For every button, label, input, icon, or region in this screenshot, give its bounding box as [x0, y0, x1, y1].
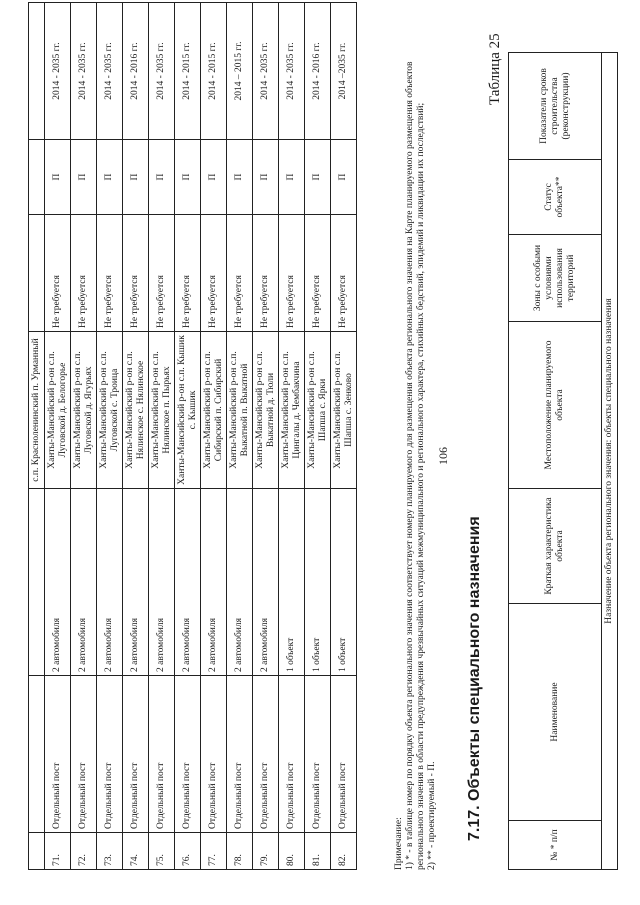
- table-label: Таблица 25: [487, 33, 503, 105]
- location-cell: Ханты-Мансийский р-он с.п. Шапша с. Зенково: [331, 332, 357, 489]
- table-row: [253, 3, 279, 870]
- dates-cell: 2014 – 2015 гг.: [227, 3, 253, 140]
- dates-cell: 2014 –2035 гг.: [331, 3, 357, 140]
- status-cell: П: [279, 140, 305, 215]
- status-cell: П: [149, 140, 175, 215]
- location-cell: Ханты-Мансийский р-он с.п. Шапша с. Ярки: [305, 332, 331, 489]
- num-cell: 75.: [149, 833, 175, 870]
- location-cell: Ханты-Мансийский р-он с.п. Луговской д. Ягурьях: [71, 332, 97, 489]
- dates-cell: 2014 - 2035 гг.: [149, 3, 175, 140]
- dates-cell: 2014 - 2035 гг.: [45, 3, 71, 140]
- num-cell: 74.: [123, 833, 149, 870]
- status-cell: П: [45, 140, 71, 215]
- characteristic-cell: 2 автомобиля: [45, 489, 71, 676]
- dates-cell: 2014 - 2035 гг.: [71, 3, 97, 140]
- section-title: 7.17. Объекты специального назначения: [466, 516, 483, 841]
- num-cell: 79.: [253, 833, 279, 870]
- status-cell: П: [97, 140, 123, 215]
- num-cell: 82.: [331, 833, 357, 870]
- dates-cell: 2014 - 2015 гг.: [175, 3, 201, 140]
- table-row: [123, 3, 149, 870]
- zone-cell: Не требуется: [253, 215, 279, 332]
- notes: [394, 15, 438, 870]
- subheader-cell: Назначение объекта регионального значения: объекты специального назначения: [602, 53, 618, 870]
- location-cell: Ханты-Мансийский р-он с.п. Луговской д. Белогорье: [45, 332, 71, 489]
- location-cell: с.п. Красноленинский п. Урманный: [29, 332, 45, 489]
- page-number: 106: [436, 447, 450, 465]
- notes-line-2: 2) ** - проектируемый - П.: [427, 761, 437, 870]
- num-cell: 81.: [305, 833, 331, 870]
- location-cell: Ханты-Мансийский р-он с.п. Нялинское п. Пырьях: [149, 332, 175, 489]
- num-cell: 77.: [201, 833, 227, 870]
- dates-cell: 2014 - 2016 гг.: [123, 3, 149, 140]
- num-cell: 71.: [45, 833, 71, 870]
- subheader-row: [602, 53, 618, 870]
- table-row: [201, 3, 227, 870]
- notes-heading: Примечание:: [394, 817, 404, 870]
- zone-cell: Не требуется: [71, 215, 97, 332]
- status-cell: П: [71, 140, 97, 215]
- header-dates: Показатели сроков строительства (реконструкции): [509, 53, 602, 160]
- header-row: [509, 53, 602, 870]
- zone-cell: Не требуется: [227, 215, 253, 332]
- notes-line-1: 1) * - в таблице номер по порядку объекта регионального значения соответствует номеру планируемого для размещения объекта регионального значения на Карте планируемого размещения объектов регионального значения в области предупреждения чрезвычайных ситуаций межмуниципального и регионального характера, стихийных бедствий, эпидемий и ликвидации их последствий;: [405, 61, 426, 870]
- objects-table: [28, 2, 357, 870]
- table-row: [97, 3, 123, 870]
- dates-cell: 2014 - 2015 гг.: [201, 3, 227, 140]
- num-cell: 80.: [279, 833, 305, 870]
- status-cell: П: [305, 140, 331, 215]
- name-cell: Отдельный пост: [71, 676, 97, 833]
- table-row: [331, 3, 357, 870]
- location-cell: Ханты-Мансийский р-он с.п. Нялинское с. Нялинское: [123, 332, 149, 489]
- characteristic-cell: 1 объект: [279, 489, 305, 676]
- header-location: Местоположение планируемого объекта: [509, 322, 602, 489]
- location-cell: Ханты-Мансийский р-он с.п. Луговской с. Троица: [97, 332, 123, 489]
- header-num: № * п/п: [509, 821, 602, 870]
- table-row: [29, 3, 45, 870]
- name-cell: Отдельный пост: [45, 676, 71, 833]
- table-row: [149, 3, 175, 870]
- table-row: [305, 3, 331, 870]
- characteristic-cell: 1 объект: [331, 489, 357, 676]
- name-cell: Отдельный пост: [175, 676, 201, 833]
- table-row: [175, 3, 201, 870]
- name-cell: Отдельный пост: [123, 676, 149, 833]
- location-cell: Ханты-Мансийский р-он с.п. Сибирский п. Сибирский: [201, 332, 227, 489]
- zone-cell: Не требуется: [97, 215, 123, 332]
- header-zone: Зоны с особыми условиями использования территорий: [509, 235, 602, 322]
- header-status: Статус объекта**: [509, 160, 602, 235]
- status-cell: П: [227, 140, 253, 215]
- name-cell: Отдельный пост: [253, 676, 279, 833]
- table-row: [45, 3, 71, 870]
- num-cell: 73.: [97, 833, 123, 870]
- characteristic-cell: 2 автомобиля: [97, 489, 123, 676]
- characteristic-cell: 2 автомобиля: [227, 489, 253, 676]
- header-name: Наименование: [509, 604, 602, 821]
- zone-cell: Не требуется: [123, 215, 149, 332]
- characteristic-cell: 2 автомобиля: [175, 489, 201, 676]
- location-cell: Ханты-Мансийский р-он с.п. Выкатной д. Тюли: [253, 332, 279, 489]
- zone-cell: Не требуется: [201, 215, 227, 332]
- table-row: [279, 3, 305, 870]
- name-cell: Отдельный пост: [227, 676, 253, 833]
- status-cell: П: [253, 140, 279, 215]
- name-cell: Отдельный пост: [201, 676, 227, 833]
- zone-cell: Не требуется: [305, 215, 331, 332]
- zone-cell: Не требуется: [45, 215, 71, 332]
- dates-cell: 2014 - 2035 гг.: [97, 3, 123, 140]
- num-cell: 72.: [71, 833, 97, 870]
- num-cell: 76.: [175, 833, 201, 870]
- dates-cell: 2014 - 2035 гг.: [253, 3, 279, 140]
- status-cell: П: [331, 140, 357, 215]
- zone-cell: Не требуется: [175, 215, 201, 332]
- zone-cell: Не требуется: [149, 215, 175, 332]
- characteristic-cell: 2 автомобиля: [149, 489, 175, 676]
- characteristic-cell: 2 автомобиля: [201, 489, 227, 676]
- characteristic-cell: 2 автомобиля: [253, 489, 279, 676]
- num-cell: 78.: [227, 833, 253, 870]
- table-row: [227, 3, 253, 870]
- header-characteristic: Краткая характеристика объекта: [509, 489, 602, 604]
- zone-cell: Не требуется: [279, 215, 305, 332]
- name-cell: Отдельный пост: [279, 676, 305, 833]
- zone-cell: Не требуется: [331, 215, 357, 332]
- status-cell: П: [123, 140, 149, 215]
- location-cell: Ханты-Мансийский р-он с.п. Кышик с. Кышик: [175, 332, 201, 489]
- name-cell: Отдельный пост: [97, 676, 123, 833]
- characteristic-cell: 1 объект: [305, 489, 331, 676]
- name-cell: Отдельный пост: [331, 676, 357, 833]
- status-cell: П: [201, 140, 227, 215]
- special-objects-table: [508, 52, 618, 870]
- status-cell: П: [175, 140, 201, 215]
- location-cell: Ханты-Мансийский р-он с.п. Цингалы д. Чембакчина: [279, 332, 305, 489]
- name-cell: Отдельный пост: [149, 676, 175, 833]
- characteristic-cell: 2 автомобиля: [71, 489, 97, 676]
- dates-cell: 2014 - 2016 гг.: [305, 3, 331, 140]
- dates-cell: 2014 - 2035 гг.: [279, 3, 305, 140]
- table-row: [71, 3, 97, 870]
- characteristic-cell: 2 автомобиля: [123, 489, 149, 676]
- location-cell: Ханты-Мансийский р-он с.п. Выкатной п. Выкатной: [227, 332, 253, 489]
- name-cell: Отдельный пост: [305, 676, 331, 833]
